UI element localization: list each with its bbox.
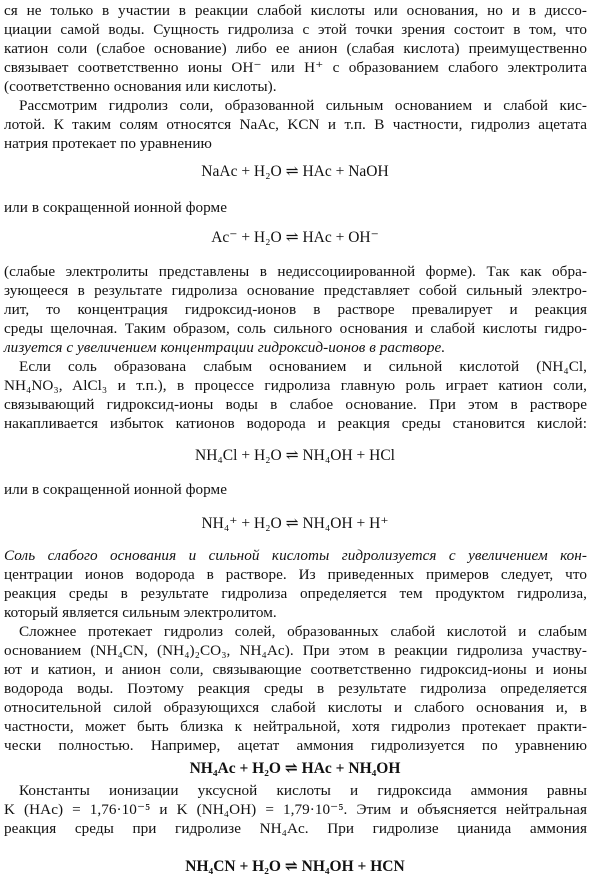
text-line: накапливается избыток катионов водорода и реакция среды становится кислой:	[4, 415, 587, 432]
text-line: (слабые электролиты представлены в недиссоциированной форме). Так как обра-	[4, 263, 587, 280]
text-line: Если соль образована слабым основанием и сильной кислотой (NH₄Cl,	[19, 358, 587, 375]
chemical-equation: NH₄CN + H₂O ⇌ NH₄OH + HCN	[185, 858, 405, 875]
text-line: водорода воды. Поэтому реакция среды в результате гидролиза определяется	[4, 680, 587, 697]
text-line: (соответственно основания или кислоты).	[4, 78, 277, 95]
text-line: лизуется с увеличением концентрации гидроксид-ионов в растворе.	[4, 339, 446, 356]
chemical-equation: NH₄Cl + H₂O ⇌ NH₄OH + HCl	[195, 447, 395, 464]
text-line: реакция среды в результате гидролиза определяется тем продуктом гидролиза,	[4, 585, 587, 602]
text-line: Соль слабого основания и сильной кислоты гидролизуется с увеличением кон-	[4, 547, 587, 564]
text-line: циации самой воды. Сущность гидролиза с этой точки зрения состоит в том, что	[4, 21, 587, 38]
text-line: или в сокращенной ионной форме	[4, 199, 228, 216]
text-line: который является сильным электролитом.	[4, 604, 277, 621]
text-line: связывающий гидроксид-ионы воды в слабое основание. При этом в растворе	[4, 396, 587, 413]
chemical-equation: NH₄⁺ + H₂O ⇌ NH₄OH + H⁺	[201, 515, 389, 532]
text-line: связывает соответственно ионы OH⁻ или H⁺ с образованием слабого электролита	[4, 59, 587, 76]
text-line: ся не только в участии в реакции слабой кислоты или основания, но и в диссо-	[4, 2, 587, 19]
text-line: Константы ионизации уксусной кислоты и гидроксида аммония равны	[19, 782, 587, 799]
text-line: лит, то концентрация гидроксид-ионов в растворе превалирует и реакция	[4, 301, 587, 318]
text-line: натрия протекает по уравнению	[4, 135, 212, 152]
text-line: Сложнее протекает гидролиз солей, образованных слабой кислотой и слабым	[19, 623, 587, 640]
text-line: реакция среды при гидролизе NH₄Ac. При гидролизе цианида аммония	[4, 820, 587, 837]
chemical-equation: NH₄Ac + H₂O ⇌ HAc + NH₄OH	[189, 760, 401, 777]
text-line: катион соли (слабое основание) либо ее анион (слабая кислота) преимущественно	[4, 40, 587, 57]
text-line: частности, может быть близка к нейтральной, хотя гидролиз протекает практи-	[4, 718, 587, 735]
text-line: чески полностью. Например, ацетат аммония гидролизуется по уравнению	[4, 737, 587, 754]
text-line: центрации ионов водорода в растворе. Из приведенных примеров следует, что	[4, 566, 587, 583]
text-line: относительной силой образующихся слабой кислоты и слабого основания и, в	[4, 699, 587, 716]
text-line: зующееся в результате гидролиза основание представляет собой сильный электро-	[4, 282, 587, 299]
chemical-equation: Ac⁻ + H₂O ⇌ HAc + OH⁻	[211, 229, 379, 246]
text-line: лотой. К таким солям относятся NaAc, KCN и т.п. В частности, гидролиз ацетата	[4, 116, 587, 133]
text-line: основанием (NH₄CN, (NH₄)₂CO₃, NH₄Ac). При этом в реакции гидролиза участву-	[4, 642, 587, 659]
text-line: Рассмотрим гидролиз соли, образованной сильным основанием и слабой кис-	[19, 97, 587, 114]
text-line: ют и катион, и анион соли, связывающие соответственно гидроксид-ионы и ионы	[4, 661, 587, 678]
text-line: K (HAc) = 1,76·10⁻⁵ и K (NH₄OH) = 1,79·10⁻⁵. Этим и объясняется нейтральная	[4, 801, 587, 818]
text-line: NH₄NO₃, AlCl₃ и т.п.), в процессе гидролиза главную роль играет катион соли,	[4, 377, 587, 394]
text-line: среды щелочная. Таким образом, соль сильного основания и слабой кислоты гидро-	[4, 320, 587, 337]
text-line: или в сокращенной ионной форме	[4, 481, 228, 498]
chemical-equation: NaAc + H₂O ⇌ HAc + NaOH	[201, 163, 389, 180]
